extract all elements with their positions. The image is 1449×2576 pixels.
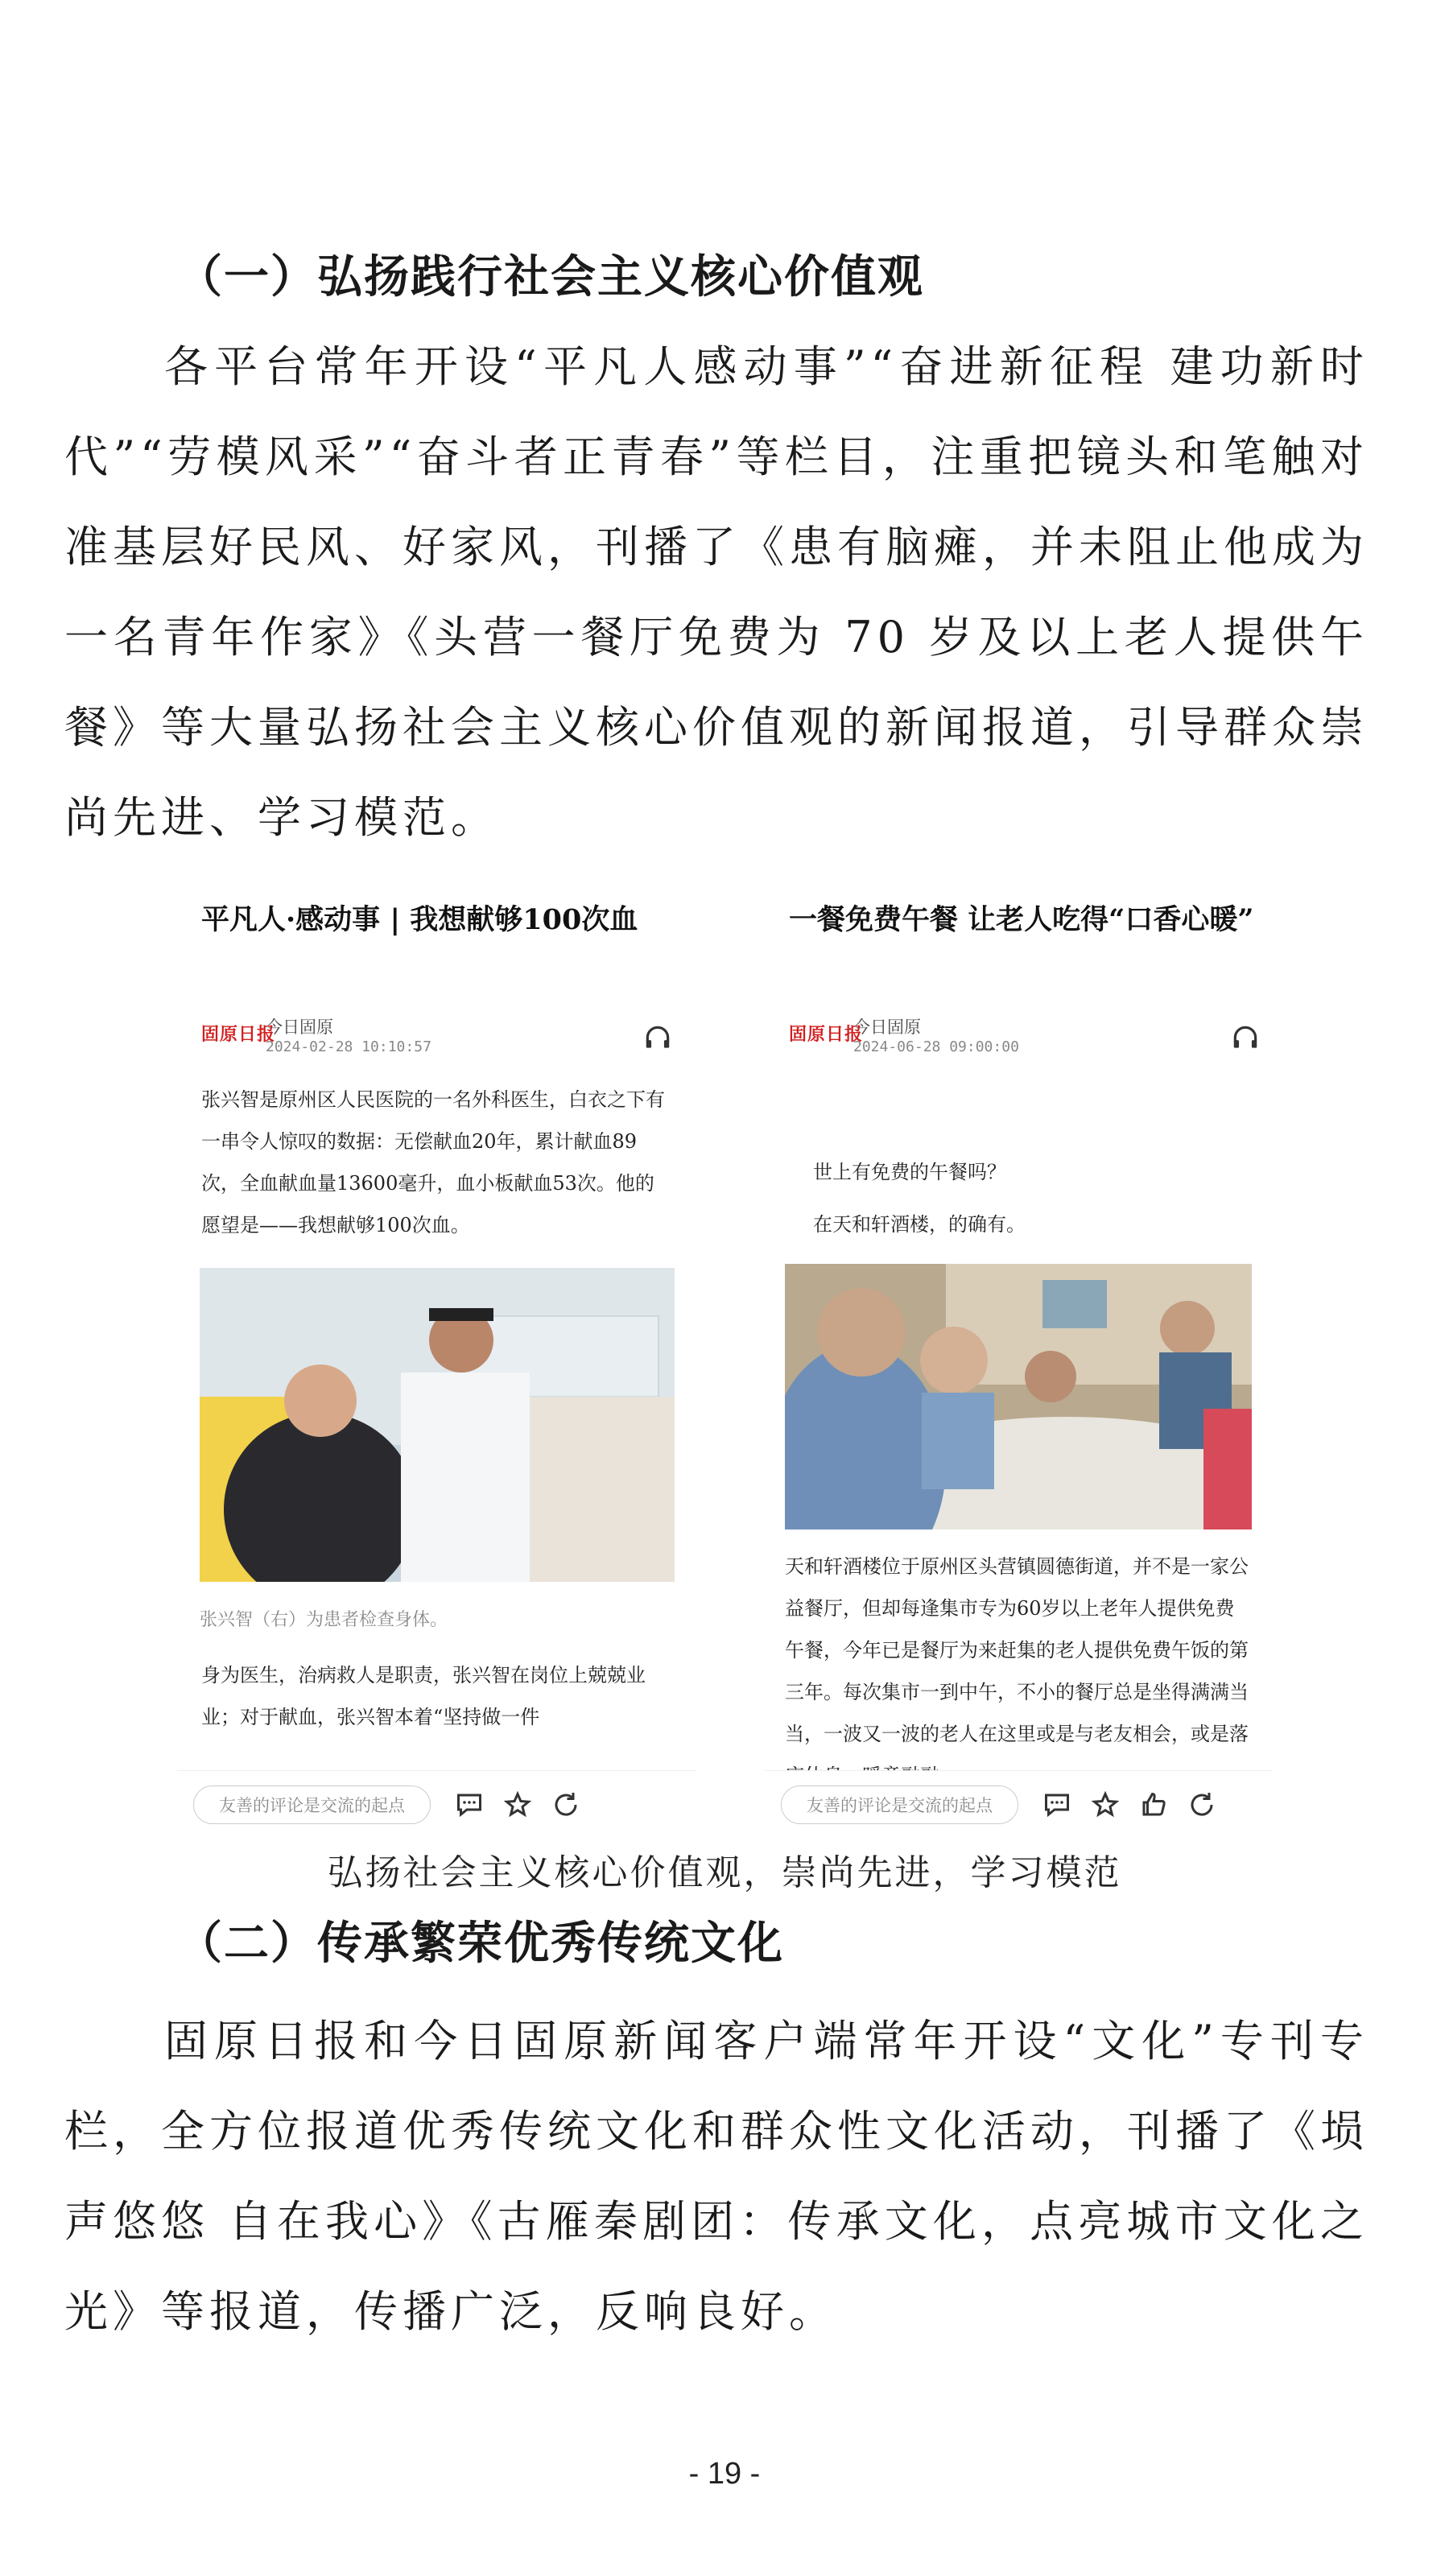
article-line-2: 在天和轩酒楼，的确有。 <box>813 1213 1026 1236</box>
photo-caption: 张兴智（右）为患者检查身体。 <box>200 1610 448 1630</box>
headphone-icon[interactable] <box>642 1022 673 1053</box>
comment-input[interactable]: 友善的评论是交流的起点 <box>781 1785 1018 1824</box>
article-body-continued: 身为医生，治病救人是职责，张兴智在岗位上兢兢业业；对于献血，张兴智本着“坚持做一件 <box>201 1664 646 1728</box>
share-icon[interactable] <box>1187 1790 1216 1819</box>
source-name: 今日固原 <box>266 1018 333 1037</box>
section-paragraph-1: 各平台常年开设“平凡人感动事”“奋进新征程 建功新时代”“劳模风采”“奋斗者正青春”等栏目，注重把镜头和笔触对准基层好民风、好家风，刊播了《患有脑瘫，并未阻止他成为一名青年作家》《头营一餐厅免费为 70 岁及以上老人提供午餐》等大量弘扬社会主义核心价值观的新闻报道，引导群众崇尚先进、学习模范。 <box>64 341 1368 843</box>
comment-icon[interactable] <box>1042 1790 1071 1819</box>
article-photo-doctor <box>200 1268 675 1582</box>
figure-caption: 弘扬社会主义核心价值观，崇尚先进，学习模范 <box>327 1852 1122 1893</box>
article-title: 一餐免费午餐 让老人吃得“口香心暖” <box>789 903 1254 936</box>
article-body: 天和轩酒楼位于原州区头营镇圆德街道，并不是一家公益餐厅，但却每逢集市专为60岁以上老年人提供免费午餐，今年已是餐厅为来赶集的老人提供免费午饭的第三年。每次集市一到中午，不小的餐厅总是坐得满满当当，一波又一波的老人在这里或是与老友相会，或是落 <box>785 1555 1249 1745</box>
source-name: 今日固原 <box>853 1018 921 1037</box>
page-number: - 19 - <box>688 2457 761 2491</box>
article-source-row <box>789 1014 1264 1071</box>
publish-time: 2024-02-28 10:10:57 <box>266 1038 431 1055</box>
share-icon[interactable] <box>551 1790 580 1819</box>
news-screenshot-left <box>177 886 696 1839</box>
section-heading-1: （一）弘扬践行社会主义核心价值观 <box>177 250 924 303</box>
comment-input[interactable]: 友善的评论是交流的起点 <box>193 1785 431 1824</box>
headphone-icon[interactable] <box>1230 1022 1261 1053</box>
newspaper-logo: 固原日报 <box>201 1024 276 1045</box>
newspaper-logo: 固原日报 <box>789 1024 864 1045</box>
article-source-row <box>201 1014 676 1071</box>
section-paragraph-2: 固原日报和今日固原新闻客户端常年开设“文化”专刊专栏，全方位报道优秀传统文化和群众性文化活动，刊播了《埙声悠悠 自在我心》《古雁秦剧团：传承文化，点亮城市文化之光》等报道，传播广泛，反响良好。 <box>64 2016 1368 2337</box>
star-icon[interactable] <box>503 1790 532 1819</box>
article-photo-lunch <box>785 1264 1252 1530</box>
thumbs-up-icon[interactable] <box>1139 1790 1168 1819</box>
comment-bar <box>177 1770 696 1839</box>
star-icon[interactable] <box>1091 1790 1120 1819</box>
article-title: 平凡人·感动事 | 我想献够100次血 <box>201 903 638 936</box>
section-heading-2: （二）传承繁荣优秀传统文化 <box>177 1917 784 1970</box>
publish-time: 2024-06-28 09:00:00 <box>853 1038 1019 1055</box>
news-screenshot-right <box>765 886 1272 1839</box>
comment-bar <box>765 1770 1272 1839</box>
article-body: 张兴智是原州区人民医院的一名外科医生，白衣之下有一串令人惊叹的数据：无偿献血20年，累计献血89次，全血献血量13600毫升，血小板献血53次。他的愿望是——我想献够100次血。 <box>201 1088 665 1236</box>
article-line-1: 世上有免费的午餐吗？ <box>813 1161 1006 1183</box>
comment-icon[interactable] <box>455 1790 484 1819</box>
